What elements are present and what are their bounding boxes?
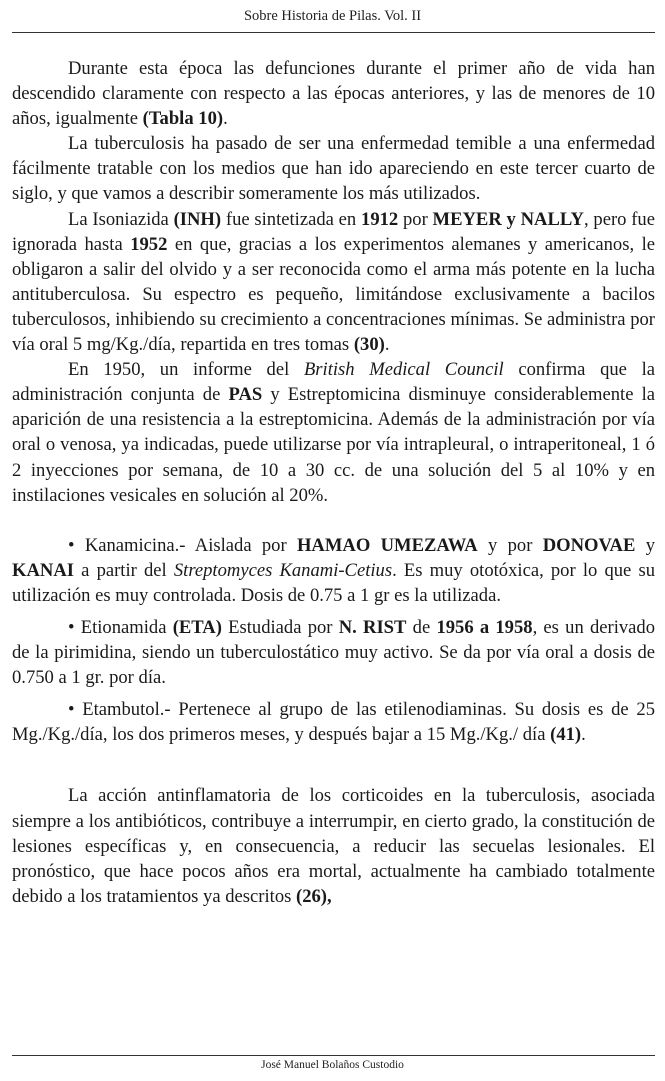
header-rule xyxy=(12,32,655,33)
paragraph-pas: En 1950, un informe del British Medical Council confirma que la administración conjunta de PAS y Estreptomicina disminuye considerablemente la aparición de una resistencia a la estreptomicina. Además de la administración por vía oral o venosa, ya indicadas, puede utilizarse por vía intrapleural, o intraperitoneal, 1 ó 2 inyecciones por semana, de 10 a 30 cc. de una solución del 5 al 10% y en instilaciones vesicales en solución al 20%. xyxy=(12,359,656,506)
paragraph-tuberculosis: La tuberculosis ha pasado de ser una enfermedad temible a una enfermedad fácilmente tratable con los medios que han ido apareciendo en este tercer cuarto de siglo, y que vamos a describir someramente los más utilizados. xyxy=(12,133,655,205)
citation-reference: (30) xyxy=(353,334,385,356)
bullet-icon: • xyxy=(68,534,75,556)
paragraph-corticoids: La acción antinflamatoria de los corticoides en la tuberculosis, asociada siempre a los antibióticos, contribuye a interrumpir, en cierto grado, la constitución de lesiones específicas y, en consecuencia, a reducir las secuelas lesionales. El pronóstico, que hace pocos años era mortal, actualmente ha cambiado totalmente debido a los tratamientos ya descritos (26), xyxy=(12,785,655,907)
paragraph-mortality: Durante esta época las defunciones durante el primer año de vida han descendido claramente con respecto a las épocas anteriores, y las de menores de 10 años, igualmente (Tabla 10). xyxy=(12,58,655,130)
bullet-icon: • xyxy=(68,699,75,721)
footer-rule xyxy=(12,1055,655,1056)
table-reference: (Tabla 10) xyxy=(142,108,224,130)
citation-reference: (26), xyxy=(296,885,332,907)
bullet-icon: • xyxy=(68,616,75,638)
bullet-kanamicina: • Kanamicina.- Aislada por HAMAO UMEZAWA y por DONOVAE y KANAI a partir del Streptomyces Kanami-Cetius. Es muy ototóxica, por lo que su utilización es muy controlada. Dosis de 0.75 a 1 gr es la utilizada. xyxy=(12,534,655,606)
bullet-etionamida: • Etionamida (ETA) Estudiada por N. RIST de 1956 a 1958, es un derivado de la pirimidina, siendo un tuberculostático muy activo. Se da por vía oral a dosis de 0.750 a 1 gr. por día. xyxy=(12,616,656,689)
running-footer: José Manuel Bolaños Custodio xyxy=(261,1059,404,1071)
body-text xyxy=(12,56,655,909)
running-header: Sobre Historia de Pilas. Vol. II xyxy=(243,8,422,24)
paragraph-isoniazid: La Isoniazida (INH) fue sintetizada en 1912 por MEYER y NALLY, pero fue ignorada hasta 1952 en que, gracias a los experimentos alemanes y americanos, le obligaron a salir del olvido y a ser reconocida como el arma más potente en la lucha antituberculosa. Su espectro es pequeño, limitándose exclusivamente a bacilos tuberculosos, inhibiendo su crecimiento a concentraciones mínimas. Se administra por vía oral 5 mg/Kg./día, repartida en tres tomas (30). xyxy=(12,208,655,356)
bullet-etambutol: • Etambutol.- Pertenece al grupo de las etilenodiaminas. Su dosis es de 25 Mg./Kg./día, los dos primeros meses, y después bajar a 15 Mg./Kg./ día (41). xyxy=(12,699,655,746)
citation-reference: (41) xyxy=(550,724,582,746)
